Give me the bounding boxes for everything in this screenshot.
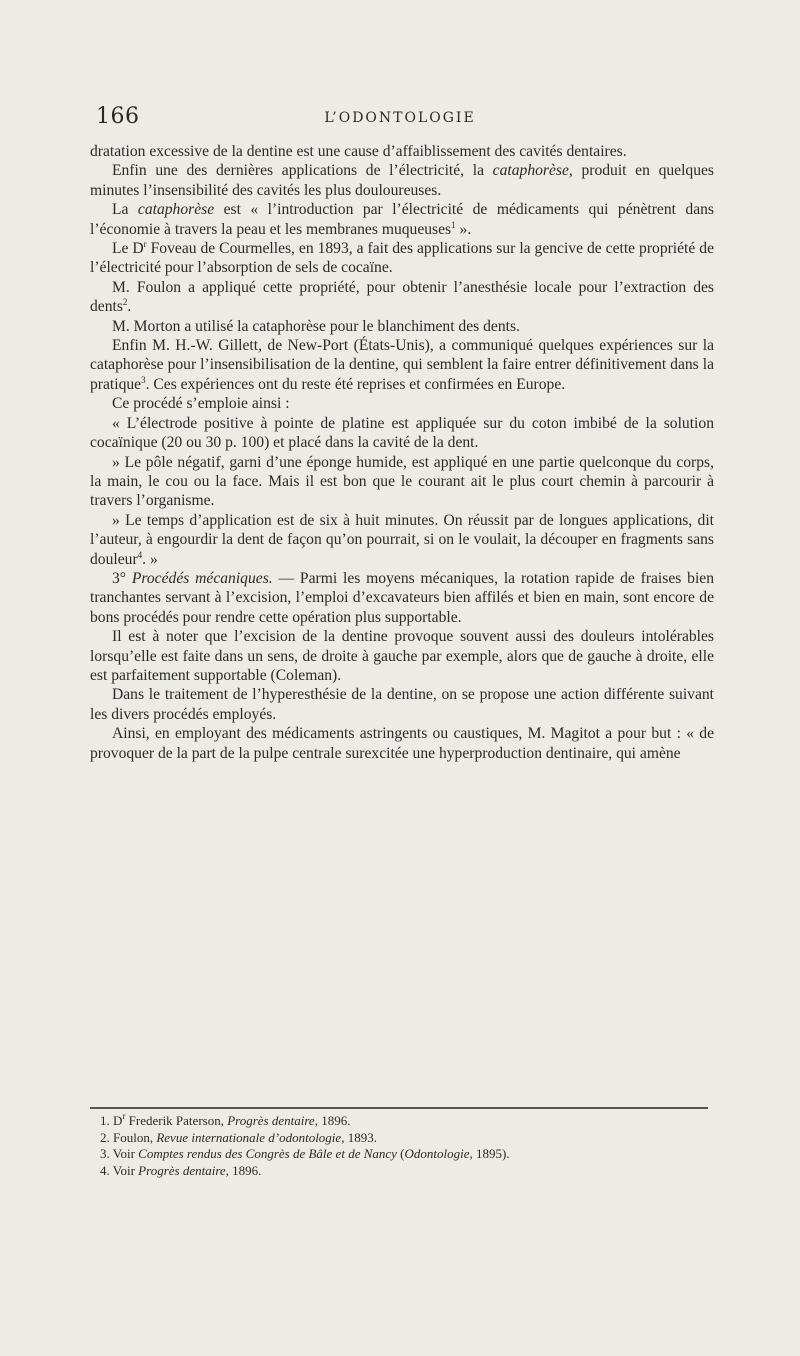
footnote-divider — [90, 1107, 708, 1109]
footnote-ref-1: 1 — [451, 219, 456, 230]
paragraph-5: M. Foulon a appliqué cette propriété, pour obtenir l’anesthésie locale pour l’extraction des dents$^2$. — [90, 278, 714, 316]
paragraph-14: Dans le traitement de l’hyperesthésie de la dentine, on se propose une action différente suivant les divers procédés employés. — [90, 686, 714, 723]
footnote-ref-4: 4 — [137, 549, 143, 560]
paragraph-2: Enfin une des dernières applications de l’électricité, la cataphorèse, produit en quelques minutes l’insensibilité des cavités les plus douloureuses. — [90, 162, 715, 199]
running-title: L’ODONTOLOGIE — [324, 110, 476, 126]
footnote-3: 3. Voir Comptes rendus des Congrès de Bâle et de Nancy (Odontologie, 1895). — [100, 1146, 510, 1162]
paragraph-9: « L’électrode positive à pointe de platine est appliquée sur du coton imbibé de la solution cocaïnique (20 ou 30 p. 100) et placé dans la cavité de la dent. — [90, 414, 714, 452]
footnote-ref-3: 3 — [141, 374, 146, 385]
body-text — [90, 142, 714, 763]
paragraph-8: Ce procédé s’emploie ainsi : — [112, 395, 290, 413]
footnote-ref-2: 2 — [122, 297, 128, 308]
paragraph-4: Le $D^r$ Foveau de Courmelles, en 1893, a fait des applications sur la gencive de cette propriété de l’électricité pour l’absorption de sels de cocaïne. — [90, 239, 714, 277]
page-header — [90, 104, 710, 132]
paragraph-10: » Le pôle négatif, garni d’une éponge humide, est appliqué en une partie quelconque du corps, la main, le cou ou la face. Mais il est bon que le courant ait le plus court chemin à parcourir à travers l’organisme. — [90, 453, 714, 510]
footnote-1: 1. $D^r$ Frederik Paterson, Progrès dentaire, 1896. — [100, 1111, 351, 1128]
paragraph-6: M. Morton a utilisé la cataphorèse pour le blanchiment des dents. — [112, 317, 520, 335]
paragraph-15: Ainsi, en employant des médicaments astringents ou caustiques, M. Magitot a pour but : « de provoquer de la part de la pulpe centrale surexcitée une hyperproduction dentinaire, qui amène — [90, 725, 714, 762]
paragraph-3: La cataphorèse est « l’introduction par l’électricité de médicaments qui pénètrent dans l’économie à travers la peau et les membranes muqueuses$^1$ ». — [90, 201, 714, 238]
paragraph-12: 3° Procédés mécaniques. — Parmi les moyens mécaniques, la rotation rapide de fraises bien tranchantes servant à l’excision, l’emploi d’excavateurs bien affilés et bien en main, sont encore de bons procédés pour rendre cette opération plus supportable. — [90, 569, 714, 626]
paragraph-1: dratation excessive de la dentine est une cause d’affaiblissement des cavités dentaires. — [90, 143, 627, 160]
footnote-4: 4. Voir Progrès dentaire, 1896. — [100, 1162, 262, 1178]
paragraph-11: » Le temps d’application est de six à huit minutes. On réussit par de longues applications, dit l’auteur, à engourdir la dent de façon qu’on pourrait, si on le voulait, la découper en fragments sans douleur$^4$. » — [90, 511, 714, 568]
page-number: 166 — [96, 104, 140, 129]
paragraph-13: Il est à noter que l’excision de la dentine provoque souvent aussi des douleurs intolérables lorsqu’elle est faite dans un sens, de droite à gauche par exemple, alors que de gauche à droite, elle est parfaitement supportable (Coleman). — [90, 628, 714, 684]
footnotes — [100, 1113, 720, 1179]
paragraph-7: Enfin M. H.-W. Gillett, de New-Port (États-Unis), a communiqué quelques expériences sur la cataphorèse pour l’insensibilisation de la dentine, qui semblent la faire entrer définitivement dans la pratique$^3$. Ces expériences ont du reste été reprises et confirmées en Europe. — [90, 337, 714, 393]
footnote-2: 2. Foulon, Revue internationale d’odontologie, 1893. — [100, 1129, 377, 1145]
